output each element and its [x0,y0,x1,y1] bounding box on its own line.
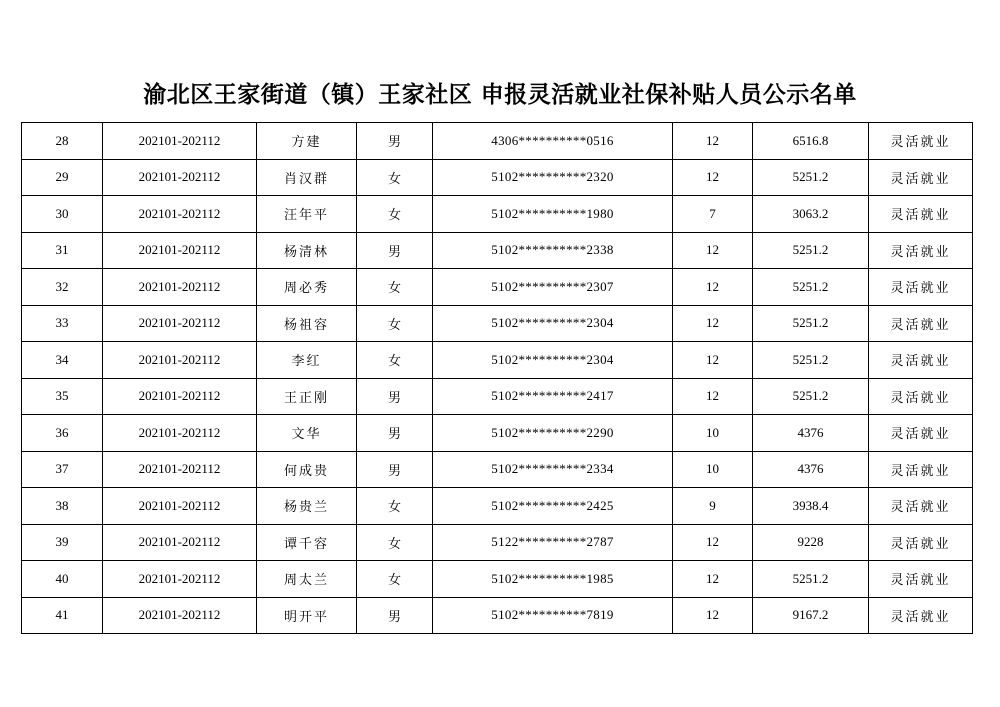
gender-cell: 女 [357,524,433,561]
table-row [22,378,973,415]
employment-type-cell: 灵活就业 [869,342,973,379]
period-cell: 202101-202112 [103,378,257,415]
table-row [22,524,973,561]
months-cell: 12 [673,561,753,598]
person-name-cell: 肖汉群 [257,159,357,196]
id-number-cell: 5102**********1985 [433,561,673,598]
person-name-cell: 明开平 [257,597,357,634]
gender-cell: 男 [357,232,433,269]
page-title: 渝北区王家街道（镇）王家社区 申报灵活就业社保补贴人员公示名单 [143,81,857,108]
table-row [22,561,973,598]
id-number-cell: 5102**********2417 [433,378,673,415]
months-cell: 12 [673,305,753,342]
table-row [22,415,973,452]
person-name-cell: 方建 [257,123,357,160]
months-cell: 12 [673,342,753,379]
row-number-cell: 41 [22,597,103,634]
months-cell: 12 [673,123,753,160]
table-row [22,488,973,525]
subsidy-amount-cell: 5251.2 [753,561,869,598]
subsidy-amount-cell: 5251.2 [753,305,869,342]
period-cell: 202101-202112 [103,123,257,160]
months-cell: 10 [673,451,753,488]
gender-cell: 女 [357,561,433,598]
subsidy-amount-cell: 3938.4 [753,488,869,525]
subsidy-amount-cell: 3063.2 [753,196,869,233]
table-row [22,451,973,488]
subsidy-amount-cell: 9228 [753,524,869,561]
period-cell: 202101-202112 [103,269,257,306]
subsidy-amount-cell: 5251.2 [753,269,869,306]
subsidy-amount-cell: 4376 [753,451,869,488]
row-number-cell: 38 [22,488,103,525]
id-number-cell: 5102**********2290 [433,415,673,452]
employment-type-cell: 灵活就业 [869,123,973,160]
gender-cell: 女 [357,305,433,342]
table-row [22,305,973,342]
table-row [22,123,973,160]
employment-type-cell: 灵活就业 [869,524,973,561]
employment-type-cell: 灵活就业 [869,378,973,415]
period-cell: 202101-202112 [103,232,257,269]
months-cell: 12 [673,159,753,196]
id-number-cell: 5102**********1980 [433,196,673,233]
row-number-cell: 29 [22,159,103,196]
employment-type-cell: 灵活就业 [869,561,973,598]
subsidy-amount-cell: 5251.2 [753,378,869,415]
table-row [22,342,973,379]
table-row [22,597,973,634]
id-number-cell: 5102**********2320 [433,159,673,196]
months-cell: 12 [673,378,753,415]
period-cell: 202101-202112 [103,524,257,561]
months-cell: 12 [673,269,753,306]
months-cell: 12 [673,232,753,269]
person-name-cell: 谭千容 [257,524,357,561]
person-name-cell: 李红 [257,342,357,379]
period-cell: 202101-202112 [103,196,257,233]
months-cell: 9 [673,488,753,525]
subsidy-roster-table [21,122,973,634]
employment-type-cell: 灵活就业 [869,269,973,306]
id-number-cell: 5102**********7819 [433,597,673,634]
months-cell: 12 [673,524,753,561]
person-name-cell: 文华 [257,415,357,452]
employment-type-cell: 灵活就业 [869,232,973,269]
subsidy-amount-cell: 4376 [753,415,869,452]
gender-cell: 男 [357,451,433,488]
table-row [22,269,973,306]
row-number-cell: 39 [22,524,103,561]
employment-type-cell: 灵活就业 [869,415,973,452]
employment-type-cell: 灵活就业 [869,196,973,233]
id-number-cell: 4306**********0516 [433,123,673,160]
period-cell: 202101-202112 [103,159,257,196]
gender-cell: 男 [357,415,433,452]
person-name-cell: 汪年平 [257,196,357,233]
person-name-cell: 周必秀 [257,269,357,306]
row-number-cell: 40 [22,561,103,598]
id-number-cell: 5122**********2787 [433,524,673,561]
period-cell: 202101-202112 [103,305,257,342]
row-number-cell: 36 [22,415,103,452]
employment-type-cell: 灵活就业 [869,451,973,488]
months-cell: 7 [673,196,753,233]
row-number-cell: 37 [22,451,103,488]
subsidy-amount-cell: 5251.2 [753,342,869,379]
period-cell: 202101-202112 [103,488,257,525]
employment-type-cell: 灵活就业 [869,305,973,342]
row-number-cell: 33 [22,305,103,342]
gender-cell: 女 [357,342,433,379]
gender-cell: 女 [357,196,433,233]
employment-type-cell: 灵活就业 [869,597,973,634]
period-cell: 202101-202112 [103,451,257,488]
subsidy-amount-cell: 5251.2 [753,159,869,196]
id-number-cell: 5102**********2304 [433,342,673,379]
row-number-cell: 34 [22,342,103,379]
person-name-cell: 杨贵兰 [257,488,357,525]
table-row [22,159,973,196]
gender-cell: 女 [357,269,433,306]
gender-cell: 男 [357,378,433,415]
id-number-cell: 5102**********2304 [433,305,673,342]
person-name-cell: 周太兰 [257,561,357,598]
gender-cell: 女 [357,488,433,525]
subsidy-amount-cell: 9167.2 [753,597,869,634]
period-cell: 202101-202112 [103,415,257,452]
table-row [22,196,973,233]
person-name-cell: 何成贵 [257,451,357,488]
row-number-cell: 30 [22,196,103,233]
period-cell: 202101-202112 [103,597,257,634]
employment-type-cell: 灵活就业 [869,488,973,525]
row-number-cell: 31 [22,232,103,269]
subsidy-amount-cell: 5251.2 [753,232,869,269]
id-number-cell: 5102**********2425 [433,488,673,525]
gender-cell: 男 [357,597,433,634]
employment-type-cell: 灵活就业 [869,159,973,196]
row-number-cell: 35 [22,378,103,415]
row-number-cell: 32 [22,269,103,306]
months-cell: 12 [673,597,753,634]
person-name-cell: 杨清林 [257,232,357,269]
gender-cell: 女 [357,159,433,196]
period-cell: 202101-202112 [103,561,257,598]
period-cell: 202101-202112 [103,342,257,379]
table-row [22,232,973,269]
id-number-cell: 5102**********2307 [433,269,673,306]
id-number-cell: 5102**********2334 [433,451,673,488]
subsidy-amount-cell: 6516.8 [753,123,869,160]
row-number-cell: 28 [22,123,103,160]
gender-cell: 男 [357,123,433,160]
person-name-cell: 杨祖容 [257,305,357,342]
months-cell: 10 [673,415,753,452]
person-name-cell: 王正刚 [257,378,357,415]
id-number-cell: 5102**********2338 [433,232,673,269]
